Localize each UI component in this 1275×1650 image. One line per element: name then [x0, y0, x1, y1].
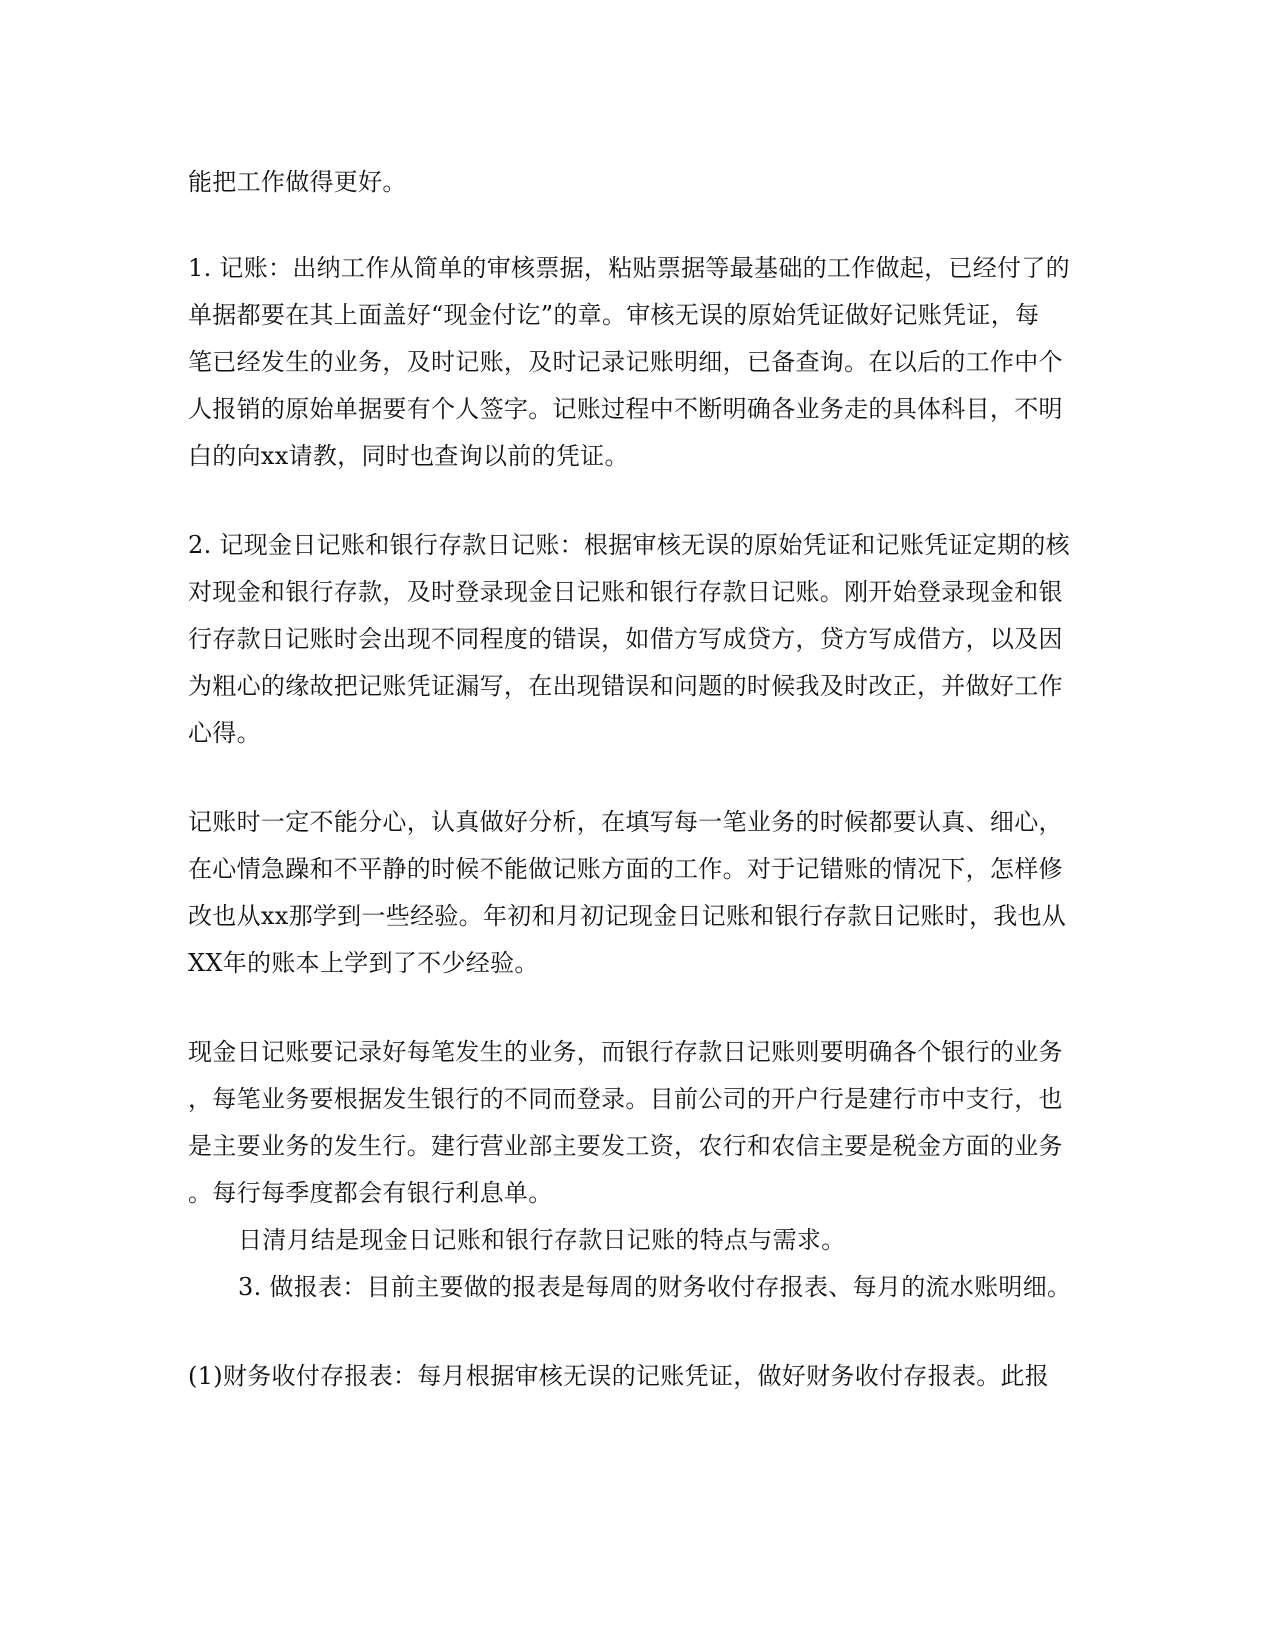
- text-line: (1)财务收付存报表：每月根据审核无误的记账凭证，做好财务收付存报表。此报: [188, 1362, 1050, 1390]
- text-line: 心得。: [188, 719, 261, 747]
- text-line: 笔已经发生的业务，及时记账，及时记录记账明细，已备查询。在以后的工作中个: [188, 348, 1063, 376]
- text-line: 2. 记现金日记账和银行存款日记账：根据审核无误的原始凭证和记账凭证定期的核: [188, 531, 1070, 559]
- text-line: XX年的账本上学到了不少经验。: [188, 949, 539, 977]
- text-line: 在心情急躁和不平静的时候不能做记账方面的工作。对于记错账的情况下，怎样修: [188, 855, 1063, 883]
- text-line: 对现金和银行存款，及时登录现金日记账和银行存款日记账。刚开始登录现金和银: [188, 578, 1063, 606]
- text-line: 单据都要在其上面盖好“现金付讫”的章。审核无误的原始凭证做好记账凭证，每: [188, 301, 1040, 329]
- text-line: 是主要业务的发生行。建行营业部主要发工资，农行和农信主要是税金方面的业务: [188, 1132, 1063, 1160]
- text-line: 1. 记账：出纳工作从简单的审核票据，粘贴票据等最基础的工作做起，已经付了的: [188, 254, 1070, 282]
- text-line: 行存款日记账时会出现不同程度的错误，如借方写成贷方，贷方写成借方，以及因: [188, 625, 1063, 653]
- text-line: ，每笔业务要根据发生银行的不同而登录。目前公司的开户行是建行市中支行，也: [188, 1085, 1063, 1113]
- text-line: 。每行每季度都会有银行利息单。: [188, 1179, 553, 1207]
- text-line: 白的向xx请教，同时也查询以前的凭证。: [188, 442, 629, 470]
- text-line: 能把工作做得更好。: [188, 168, 407, 196]
- text-line: 日清月结是现金日记账和银行存款日记账的特点与需求。: [238, 1226, 846, 1254]
- text-line: 现金日记账要记录好每笔发生的业务，而银行存款日记账则要明确各个银行的业务: [188, 1038, 1063, 1066]
- text-line: 为粗心的缘故把记账凭证漏写，在出现错误和问题的时候我及时改正，并做好工作: [188, 672, 1063, 700]
- text-line: 记账时一定不能分心，认真做好分析，在填写每一笔业务的时候都要认真、细心，: [188, 808, 1063, 836]
- text-line: 3. 做报表：目前主要做的报表是每周的财务收付存报表、每月的流水账明细。: [238, 1273, 1072, 1301]
- text-line: 改也从xx那学到一些经验。年初和月初记现金日记账和银行存款日记账时，我也从: [188, 902, 1067, 930]
- text-line: 人报销的原始单据要有个人签字。记账过程中不断明确各业务走的具体科目，不明: [188, 395, 1063, 423]
